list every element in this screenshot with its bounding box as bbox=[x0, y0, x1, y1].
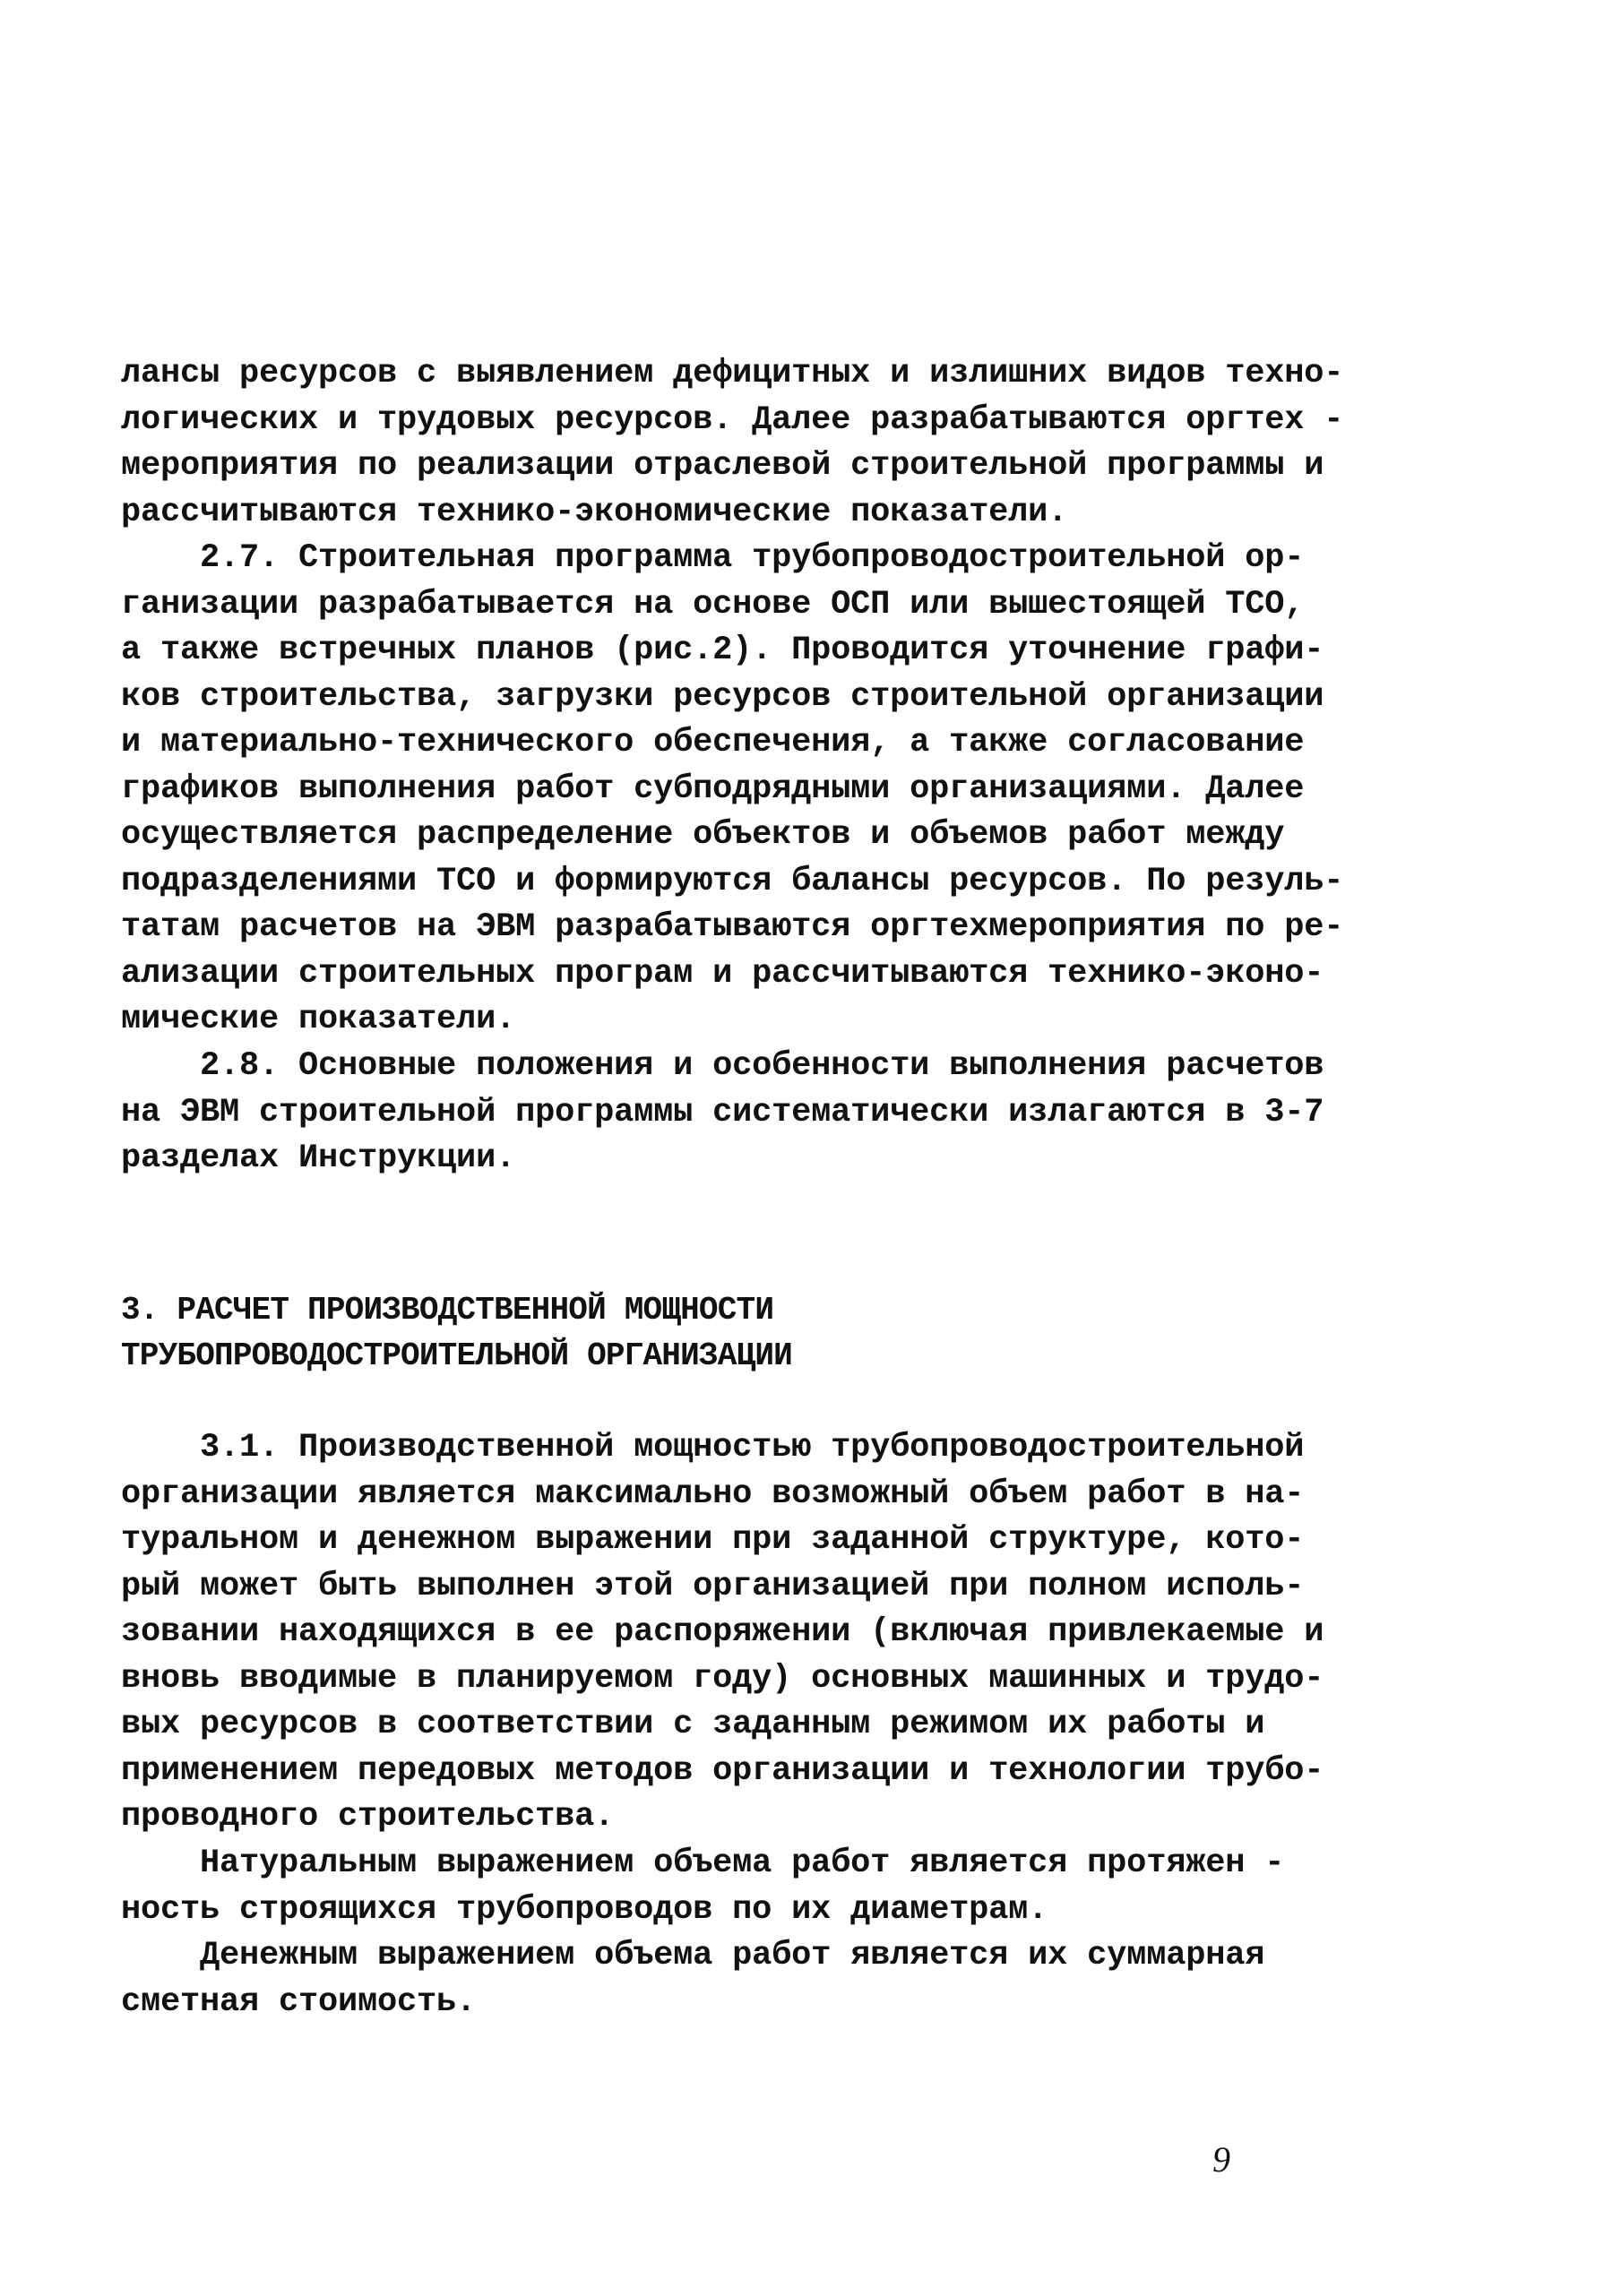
text-line: 2.7. Строительная программа трубопроводостроительной ор- bbox=[121, 539, 1305, 577]
paragraph-2-8 bbox=[121, 1044, 1324, 1182]
text-line: татам расчетов на ЭВМ разрабатываются оргтехмероприятия по ре- bbox=[121, 908, 1344, 946]
paragraph-monetary-expression bbox=[121, 1933, 1304, 2025]
text-line: ализации строительных програм и рассчитываются технико-эконо- bbox=[121, 954, 1324, 993]
paragraph-3-1 bbox=[121, 1425, 1324, 1841]
heading-line: ТРУБОПРОВОДОСТРОИТЕЛЬНОЙ ОРГАНИЗАЦИИ bbox=[121, 1337, 792, 1374]
text-line: применением передовых методов организации и технологии трубо- bbox=[121, 1751, 1324, 1790]
text-line: 2.8. Основные положения и особенности выполнения расчетов bbox=[121, 1047, 1324, 1085]
text-line: графиков выполнения работ субподрядными организациями. Далее bbox=[121, 770, 1305, 808]
text-line: а также встречных планов (рис.2). Проводится уточнение графи- bbox=[121, 632, 1324, 669]
text-line: проводного строительства. bbox=[121, 1798, 615, 1836]
text-line: и материально-технического обеспечения, а также согласование bbox=[121, 724, 1305, 761]
text-line: ганизации разрабатывается на основе ОСП или вышестоящей ТСО, bbox=[121, 585, 1305, 623]
text-line: вновь вводимые в планируемом году) основных машинных и трудо- bbox=[121, 1659, 1324, 1698]
text-line: рый может быть выполнен этой организацией при полном исполь- bbox=[121, 1567, 1305, 1605]
section-3-heading bbox=[121, 1287, 1304, 1379]
text-line: сметная стоимость. bbox=[121, 1982, 477, 2021]
heading-line: 3. РАСЧЕТ ПРОИЗВОДСТВЕННОЙ МОЩНОСТИ bbox=[121, 1292, 774, 1329]
text-line: логических и трудовых ресурсов. Далее разрабатываются оргтех - bbox=[121, 400, 1344, 439]
text-line: рассчитываются технико-экономические показатели. bbox=[121, 493, 1068, 531]
text-line: осуществляется распределение объектов и объемов работ между bbox=[121, 816, 1285, 854]
text-line: зовании находящихся в ее распоряжении (включая привлекаемые и bbox=[121, 1613, 1324, 1651]
section2-continuation bbox=[121, 351, 1344, 536]
text-line: туральном и денежном выражении при заданной структуре, кото- bbox=[121, 1521, 1305, 1559]
paragraph-2-7 bbox=[121, 536, 1344, 1044]
page-number: 9 bbox=[1212, 2139, 1230, 2180]
text-line: Натуральным выражением объема работ является протяжен - bbox=[121, 1845, 1285, 1882]
text-line: лансы ресурсов с выявлением дефицитных и излишних видов техно- bbox=[121, 355, 1344, 392]
text-line: Денежным выражением объема работ является их суммарная bbox=[121, 1937, 1265, 1974]
text-line: организации является максимально возможный объем работ в на- bbox=[121, 1475, 1305, 1513]
text-line: 3.1. Производственной мощностью трубопроводостроительной bbox=[121, 1429, 1305, 1466]
text-line: подразделениями ТСО и формируются балансы ресурсов. По резуль- bbox=[121, 862, 1344, 900]
text-line: на ЭВМ строительной программы систематически излагаются в 3-7 bbox=[121, 1093, 1324, 1131]
text-line: вых ресурсов в соответствии с заданным режимом их работы и bbox=[121, 1706, 1265, 1743]
text-line: мические показатели. bbox=[121, 1001, 516, 1038]
text-line: ность строящихся трубопроводов по их диаметрам. bbox=[121, 1890, 1048, 1929]
paragraph-natural-expression bbox=[121, 1841, 1304, 1933]
text-line: мероприятия по реализации отраслевой строительной программы и bbox=[121, 447, 1324, 485]
text-line: разделах Инструкции. bbox=[121, 1139, 516, 1177]
text-line: ков строительства, загрузки ресурсов строительной организации bbox=[121, 677, 1324, 716]
